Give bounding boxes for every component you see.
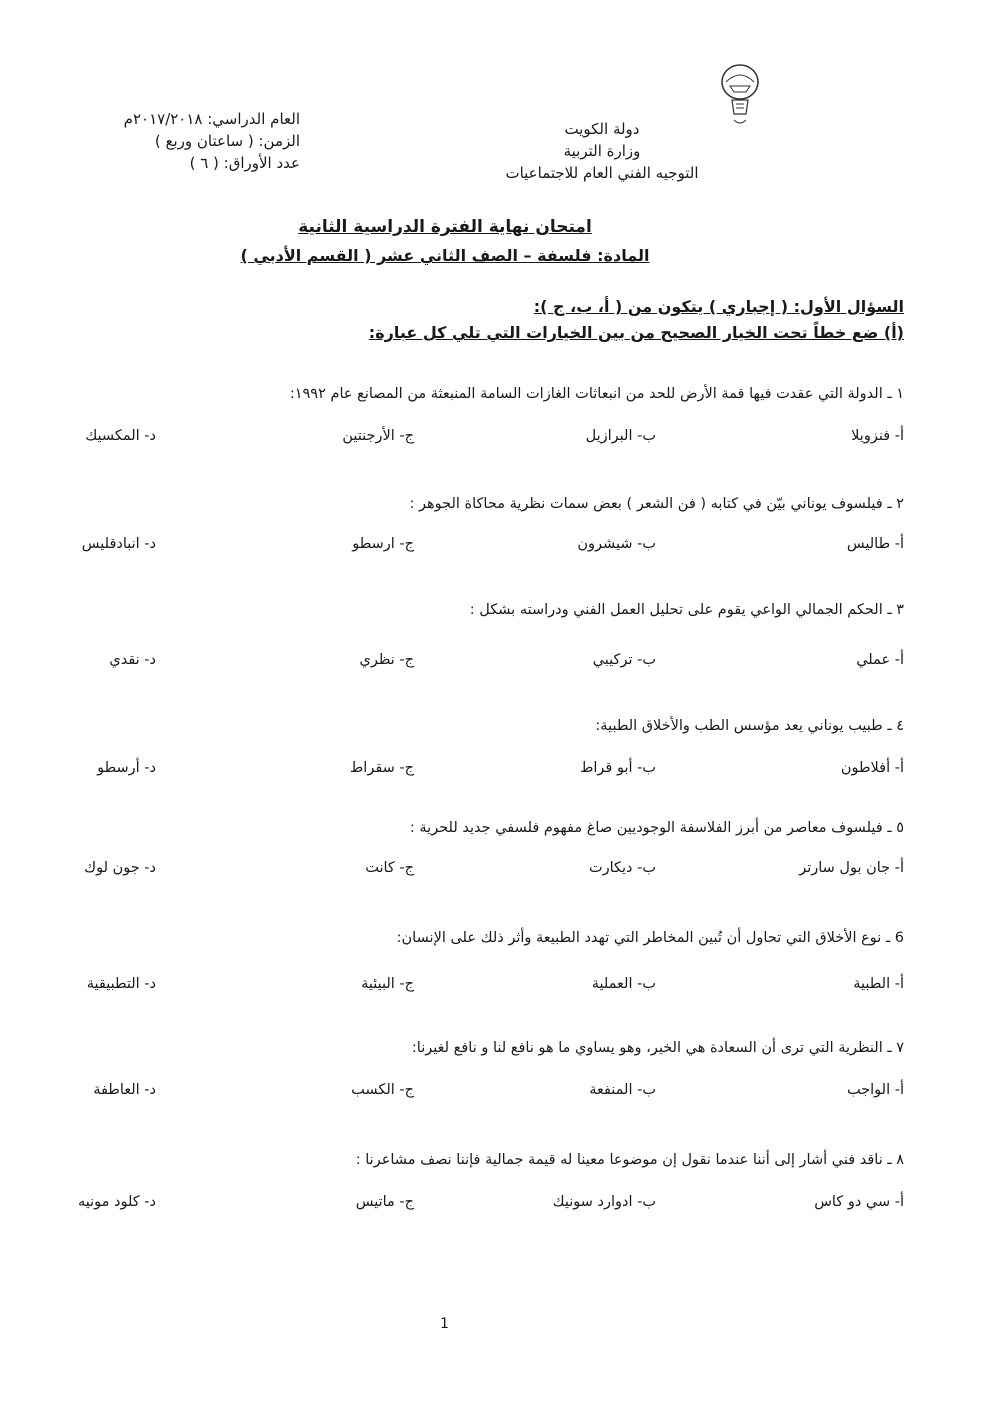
option-b[interactable]: ب- البرازيل [585, 428, 656, 444]
option-d[interactable]: د- العاطفة [93, 1082, 156, 1098]
question-one-instruction: (أ) ضع خطاً تحت الخيار الصحيح من بين الخيارات التي تلي كل عبارة: [368, 323, 904, 342]
option-b[interactable]: ب- العملية [591, 976, 656, 992]
exam-subject: المادة: فلسفة – الصف الثاني عشر ( القسم الأدبي ) [240, 246, 650, 265]
option-d[interactable]: د- انبادقليس [81, 536, 156, 552]
option-c[interactable]: ج- البيئية [361, 976, 414, 992]
option-a[interactable]: أ- طاليس [846, 536, 904, 552]
option-b[interactable]: ب- تركيبي [592, 652, 656, 668]
option-d[interactable]: د- نقدي [109, 652, 156, 668]
question-text: ٣ ـ الحكم الجمالي الواعي يقوم على تحليل العمل الفني ودراسته بشكل : [469, 602, 904, 618]
option-d[interactable]: د- كلود مونيه [77, 1194, 156, 1210]
option-a[interactable]: أ- عملي [856, 652, 904, 668]
option-c[interactable]: ج- ماتيس [355, 1194, 414, 1210]
option-a[interactable]: أ- أفلاطون [840, 760, 904, 776]
option-c[interactable]: ج- سقراط [349, 760, 414, 776]
question-text: ٢ ـ فيلسوف يوناني بيّن في كتابه ( فن الشعر ) بعض سمات نظرية محاكاة الجوهر : [409, 496, 904, 512]
header-exam-info [90, 108, 300, 174]
header-state: دولة الكويت [564, 120, 640, 138]
option-b[interactable]: ب- شيشرون [577, 536, 656, 552]
question-text: ١ ـ الدولة التي عقدت فيها قمة الأرض للحد من انبعاثات الغازات السامة المنبعثة من المصانع عام ١٩٩٢: [289, 386, 904, 402]
page-count: عدد الأوراق: ( ٦ ) [189, 154, 300, 172]
option-d[interactable]: د- التطبيقية [86, 976, 156, 992]
section-heading-block [144, 294, 904, 346]
option-a[interactable]: أ- الطبية [853, 976, 904, 992]
header-ministry: وزارة التربية [563, 142, 641, 160]
question-text: ٨ ـ ناقد فني أشار إلى أننا عندما نقول إن موضوعا معينا له قيمة جمالية فإننا نصف مشاعرنا : [355, 1152, 904, 1168]
question-text: ٤ ـ طبيب يوناني يعد مؤسس الطب والأخلاق الطبية: [595, 718, 904, 734]
header-ministry-block [442, 118, 762, 184]
option-c[interactable]: ج- كانت [365, 860, 414, 876]
option-c[interactable]: ج- الكسب [351, 1082, 414, 1098]
option-a[interactable]: أ- فنزويلا [851, 428, 904, 444]
option-c[interactable]: ج- الأرجنتين [342, 428, 414, 444]
question-one-heading: السؤال الأول: ( إجباري ) يتكون من ( أ، ب، ج ): [533, 297, 904, 316]
option-b[interactable]: ب- ديكارت [588, 860, 656, 876]
header-department: التوجيه الفني العام للاجتماعيات [505, 164, 699, 182]
option-a[interactable]: أ- سي دو كاس [814, 1194, 904, 1210]
question-text: 6 ـ نوع الأخلاق التي تحاول أن تُبين المخاطر التي تهدد الطبيعة وأثر ذلك على الإنسان: [396, 930, 904, 946]
option-d[interactable]: د- المكسيك [85, 428, 156, 444]
question-text: ٥ ـ فيلسوف معاصر من أبرز الفلاسفة الوجوديين صاغ مفهوم فلسفي جديد للحرية : [409, 820, 904, 836]
option-c[interactable]: ج- ارسطو [352, 536, 414, 552]
option-b[interactable]: ب- ادوارد سونيك [552, 1194, 656, 1210]
option-b[interactable]: ب- المنفعة [589, 1082, 656, 1098]
exam-title: امتحان نهاية الفترة الدراسية الثانية [298, 217, 592, 237]
exam-duration: الزمن: ( ساعتان وربع ) [154, 132, 300, 150]
question-text: ٧ ـ النظرية التي ترى أن السعادة هي الخير، وهو يساوي ما هو نافع لنا و نافع لغيرنا: [411, 1040, 904, 1056]
academic-year: العام الدراسي: ٢٠١٧/٢٠١٨م [123, 110, 300, 128]
option-a[interactable]: أ- جان بول سارتر [799, 860, 904, 876]
option-c[interactable]: ج- نظري [359, 652, 414, 668]
option-a[interactable]: أ- الواجب [846, 1082, 904, 1098]
page-number: 1 [440, 1316, 449, 1332]
exam-title-block [210, 212, 680, 270]
option-d[interactable]: د- أرسطو [97, 760, 156, 776]
option-b[interactable]: ب- أبو قراط [579, 760, 656, 776]
option-d[interactable]: د- جون لوك [84, 860, 156, 876]
